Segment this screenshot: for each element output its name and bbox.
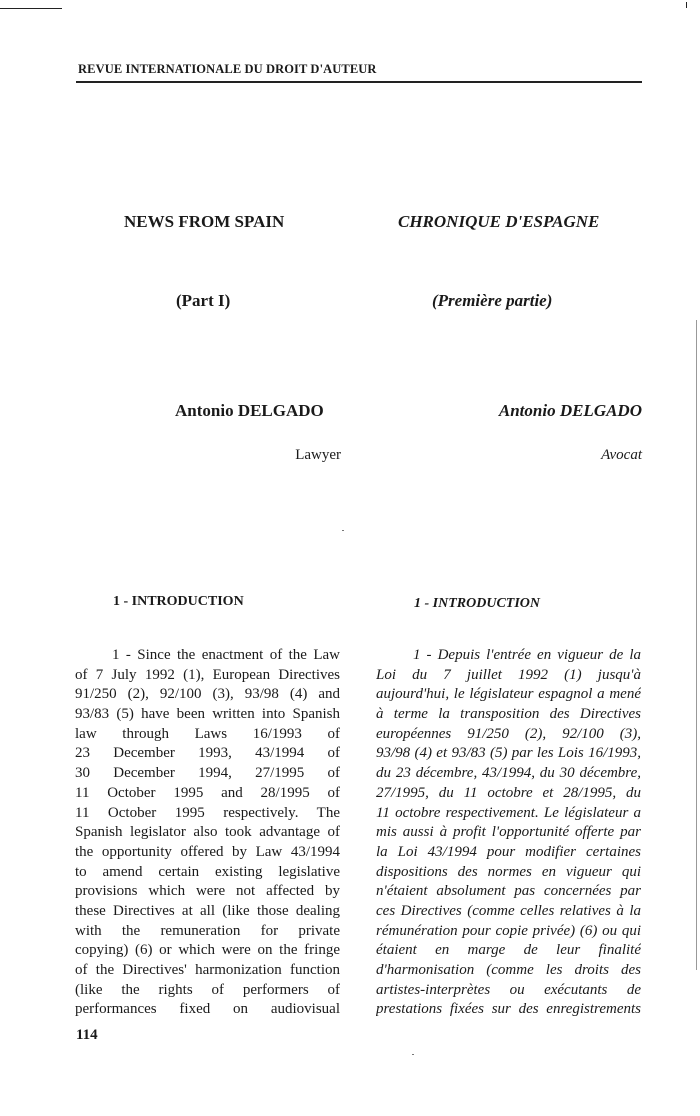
- body-line: copying) (6) or which were on the fringe: [75, 942, 340, 959]
- body-line: law through Laws 16/1993 of: [75, 725, 340, 742]
- speck: [342, 530, 344, 531]
- body-line: prestations fixées sur des enregistrements: [376, 1001, 641, 1018]
- body-line: 30 December 1994, 27/1995 of: [75, 765, 340, 782]
- body-line: 11 octobre respectivement. Le législateur a: [376, 804, 641, 821]
- body-column-english: [75, 646, 340, 1020]
- top-right-tick: [686, 2, 687, 8]
- body-line: with the remuneration for private: [75, 922, 340, 939]
- body-line: 91/250 (2), 92/100 (3), 93/98 (4) and: [75, 686, 340, 703]
- body-line: 23 December 1993, 43/1994 of: [75, 745, 340, 762]
- body-line: dispositions des normes en vigueur qui: [376, 863, 641, 880]
- body-line: d'harmonisation (comme les droits des: [376, 962, 641, 978]
- body-line: 93/83 (5) have been written into Spanish: [75, 706, 340, 723]
- body-line: the opportunity offered by Law 43/1994: [75, 843, 340, 860]
- part-french: (Première partie): [432, 291, 553, 310]
- body-line: performances fixed on audiovisual: [75, 1001, 340, 1018]
- body-line: étaient en marge de leur finalité: [376, 942, 641, 959]
- header-rule: [76, 81, 642, 83]
- body-line: Spanish legislator also took advantage of: [75, 824, 340, 841]
- running-head: REVUE INTERNATIONALE DU DROIT D'AUTEUR: [78, 62, 377, 76]
- role-english: Lawyer: [295, 447, 341, 463]
- body-line: 1 - Since the enactment of the Law: [112, 647, 340, 663]
- title-french: CHRONIQUE D'ESPAGNE: [398, 212, 600, 231]
- body-line: du 23 décembre, 43/1994, du 30 décembre,: [376, 765, 641, 782]
- body-line: artistes-interprètes ou exécutants de: [376, 981, 641, 998]
- body-line: (like the rights of performers of: [75, 981, 340, 998]
- speck: [412, 1054, 414, 1055]
- section-heading-french: 1 - INTRODUCTION: [414, 596, 540, 611]
- body-line: 27/1995, du 11 octobre et 28/1995, du: [376, 784, 641, 801]
- body-line: ces Directives (comme celles relatives à la: [376, 902, 641, 919]
- body-column-french: [376, 646, 641, 1020]
- body-line: mis aussi à profit l'opportunité offerte par: [376, 824, 641, 841]
- role-french: Avocat: [601, 447, 642, 463]
- body-line: européennes 91/250 (2), 92/100 (3),: [376, 725, 641, 742]
- body-line: Loi du 7 juillet 1992 (1) jusqu'à: [376, 666, 641, 683]
- body-line: 11 October 1995 respectively. The: [75, 804, 340, 821]
- body-line: 93/98 (4) et 93/83 (5) par les Lois 16/1993,: [376, 745, 641, 762]
- body-line: to amend certain existing legislative: [75, 863, 340, 880]
- section-heading-english: 1 - INTRODUCTION: [113, 594, 244, 609]
- author-english: Antonio DELGADO: [175, 401, 324, 420]
- top-left-rule: [0, 8, 62, 9]
- body-line: rémunération pour copie privée) (6) ou qui: [376, 922, 641, 939]
- body-line: of the Directives' harmonization function: [75, 962, 340, 978]
- body-line: à terme la transposition des Directives: [376, 706, 641, 723]
- author-french: Antonio DELGADO: [498, 401, 642, 420]
- body-line: these Directives at all (like those dealing: [75, 902, 340, 919]
- title-english: NEWS FROM SPAIN: [124, 212, 285, 231]
- body-line: la Loi 43/1994 pour modifier certaines: [376, 843, 641, 860]
- body-line: aujourd'hui, le législateur espagnol a mené: [376, 686, 641, 703]
- body-line: 11 October 1995 and 28/1995 of: [75, 784, 340, 801]
- page-number: 114: [76, 1027, 98, 1043]
- page-edge-line: [696, 320, 697, 970]
- body-line: of 7 July 1992 (1), European Directives: [75, 666, 340, 683]
- body-line: provisions which were not affected by: [75, 883, 340, 900]
- body-line: n'étaient absolument pas concernées par: [376, 883, 641, 900]
- part-english: (Part I): [176, 291, 231, 310]
- body-line: 1 - Depuis l'entrée en vigueur de la: [413, 647, 641, 663]
